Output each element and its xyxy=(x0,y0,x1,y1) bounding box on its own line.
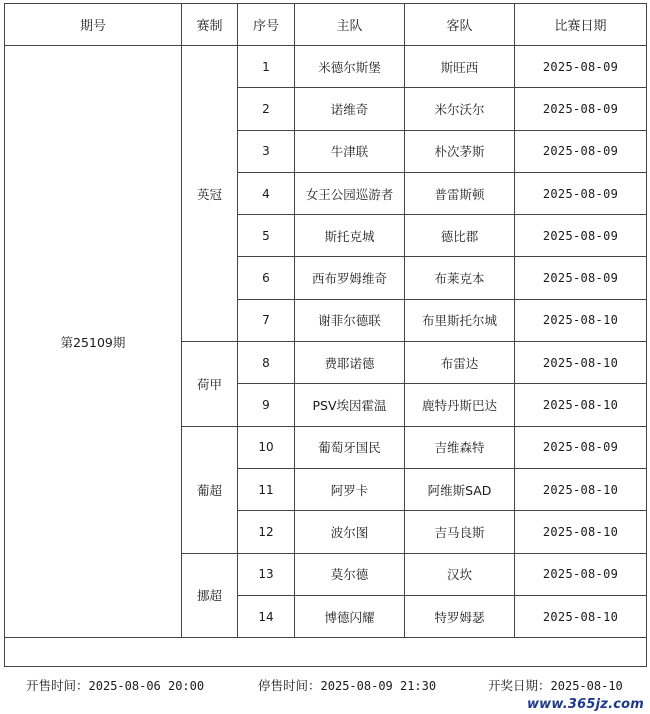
home-team-cell: 葡萄牙国民 xyxy=(295,426,405,468)
header-date: 比赛日期 xyxy=(515,4,647,46)
seq-cell: 1 xyxy=(238,46,295,88)
seq-cell: 3 xyxy=(238,130,295,172)
home-team-cell: 米德尔斯堡 xyxy=(295,46,405,88)
match-date-cell: 2025-08-09 xyxy=(515,46,647,88)
match-date-cell: 2025-08-09 xyxy=(515,426,647,468)
home-team-cell: 西布罗姆维奇 xyxy=(295,257,405,299)
sale-stop-info xyxy=(258,676,436,694)
sale-start-info xyxy=(26,676,204,694)
away-team-cell: 布里斯托尔城 xyxy=(405,299,515,341)
home-team-cell: 费耶诺德 xyxy=(295,342,405,384)
away-team-cell: 斯旺西 xyxy=(405,46,515,88)
blank-cell xyxy=(5,638,647,667)
header-away: 客队 xyxy=(405,4,515,46)
draw-date-value: 2025-08-10 xyxy=(550,679,623,693)
table-row xyxy=(5,46,647,88)
seq-cell: 11 xyxy=(238,468,295,510)
period-cell: 第25109期 xyxy=(5,46,182,638)
home-team-cell: PSV埃因霍温 xyxy=(295,384,405,426)
match-date-cell: 2025-08-09 xyxy=(515,172,647,214)
away-team-cell: 阿维斯SAD xyxy=(405,468,515,510)
header-row xyxy=(5,4,647,46)
header-home: 主队 xyxy=(295,4,405,46)
seq-cell: 5 xyxy=(238,215,295,257)
sale-stop-label: 停售时间： xyxy=(258,678,321,693)
home-team-cell: 牛津联 xyxy=(295,130,405,172)
away-team-cell: 德比郡 xyxy=(405,215,515,257)
league-cell-por: 葡超 xyxy=(182,426,238,553)
blank-row xyxy=(5,638,647,667)
away-team-cell: 吉维森特 xyxy=(405,426,515,468)
away-team-cell: 汉坎 xyxy=(405,553,515,595)
match-date-cell: 2025-08-09 xyxy=(515,553,647,595)
home-team-cell: 阿罗卡 xyxy=(295,468,405,510)
seq-cell: 6 xyxy=(238,257,295,299)
watermark: www.365jz.com xyxy=(526,697,644,712)
match-date-cell: 2025-08-10 xyxy=(515,511,647,553)
league-cell-epl: 英冠 xyxy=(182,46,238,342)
home-team-cell: 莫尔德 xyxy=(295,553,405,595)
league-cell-nor: 挪超 xyxy=(182,553,238,638)
header-period: 期号 xyxy=(5,4,182,46)
draw-date-label: 开奖日期： xyxy=(488,678,551,693)
home-team-cell: 女王公园巡游者 xyxy=(295,172,405,214)
match-date-cell: 2025-08-09 xyxy=(515,88,647,130)
match-date-cell: 2025-08-10 xyxy=(515,299,647,341)
away-team-cell: 普雷斯顿 xyxy=(405,172,515,214)
seq-cell: 13 xyxy=(238,553,295,595)
sale-start-label: 开售时间： xyxy=(26,678,89,693)
away-team-cell: 布雷达 xyxy=(405,342,515,384)
match-date-cell: 2025-08-10 xyxy=(515,468,647,510)
schedule-table xyxy=(4,3,647,667)
header-competition: 赛制 xyxy=(182,4,238,46)
seq-cell: 2 xyxy=(238,88,295,130)
draw-date-info xyxy=(488,676,623,694)
match-date-cell: 2025-08-09 xyxy=(515,257,647,299)
seq-cell: 4 xyxy=(238,172,295,214)
header-seq: 序号 xyxy=(238,4,295,46)
seq-cell: 9 xyxy=(238,384,295,426)
seq-cell: 8 xyxy=(238,342,295,384)
seq-cell: 10 xyxy=(238,426,295,468)
match-date-cell: 2025-08-09 xyxy=(515,130,647,172)
away-team-cell: 布莱克本 xyxy=(405,257,515,299)
away-team-cell: 米尔沃尔 xyxy=(405,88,515,130)
home-team-cell: 谢菲尔德联 xyxy=(295,299,405,341)
match-date-cell: 2025-08-10 xyxy=(515,595,647,637)
sale-start-value: 2025-08-06 20:00 xyxy=(88,679,205,693)
home-team-cell: 诺维奇 xyxy=(295,88,405,130)
seq-cell: 14 xyxy=(238,595,295,637)
away-team-cell: 吉马良斯 xyxy=(405,511,515,553)
away-team-cell: 朴次茅斯 xyxy=(405,130,515,172)
league-cell-ere: 荷甲 xyxy=(182,342,238,427)
match-date-cell: 2025-08-10 xyxy=(515,342,647,384)
home-team-cell: 波尔图 xyxy=(295,511,405,553)
seq-cell: 12 xyxy=(238,511,295,553)
away-team-cell: 鹿特丹斯巴达 xyxy=(405,384,515,426)
home-team-cell: 斯托克城 xyxy=(295,215,405,257)
home-team-cell: 博德闪耀 xyxy=(295,595,405,637)
sale-stop-value: 2025-08-09 21:30 xyxy=(320,679,437,693)
match-date-cell: 2025-08-09 xyxy=(515,215,647,257)
away-team-cell: 特罗姆瑟 xyxy=(405,595,515,637)
sale-info-footer xyxy=(4,670,646,700)
match-date-cell: 2025-08-10 xyxy=(515,384,647,426)
seq-cell: 7 xyxy=(238,299,295,341)
